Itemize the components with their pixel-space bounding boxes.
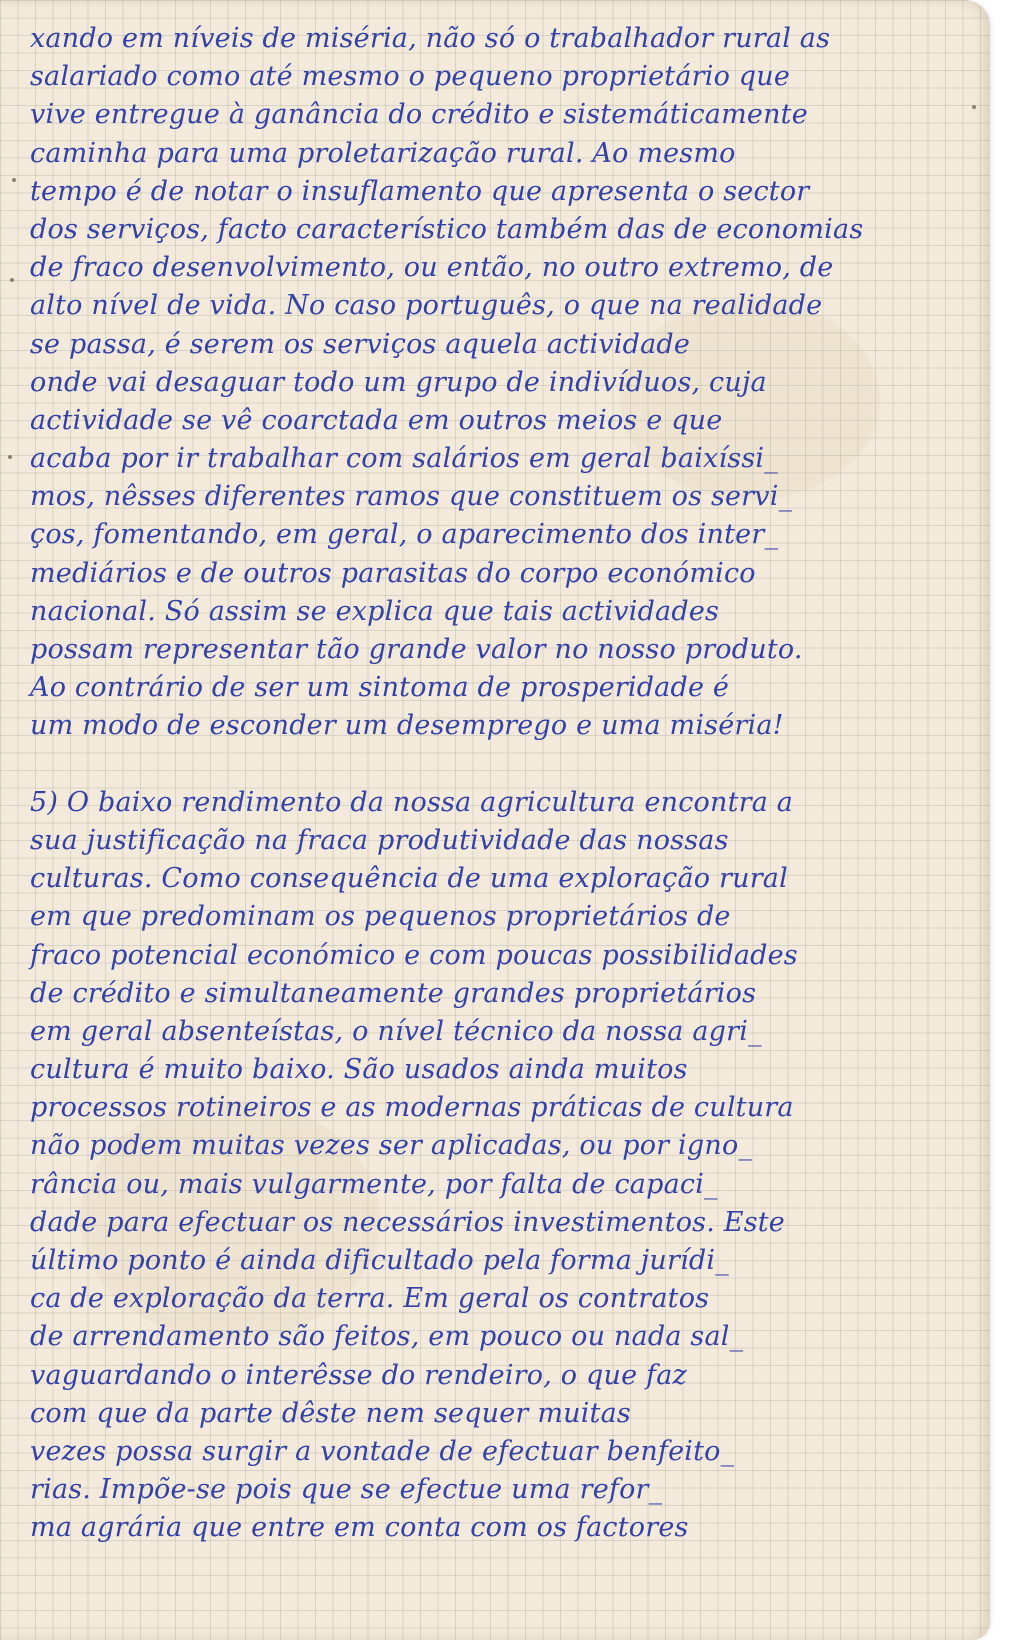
text-line: fraco potencial económico e com poucas possibilidades	[30, 939, 798, 971]
text-line: nacional. Só assim se explica que tais actividades	[30, 595, 720, 627]
text-line: vive entregue à ganância do crédito e sistemáticamente	[30, 99, 808, 131]
handwritten-text	[30, 20, 975, 1548]
text-line: processos rotineiros e as modernas práticas de cultura	[30, 1092, 794, 1124]
text-line: cultura é muito baixo. São usados ainda muitos	[30, 1054, 688, 1086]
text-line: dos serviços, facto característico também das de economias	[30, 213, 864, 245]
text-line: rias. Impõe-se pois que se efectue uma refor_	[30, 1474, 663, 1506]
text-line: sua justificação na fraca produtividade das nossas	[30, 824, 729, 856]
text-line: em geral absenteístas, o nível técnico da nossa agri_	[30, 1015, 762, 1047]
text-line: onde vai desaguar todo um grupo de indivíduos, cuja	[30, 366, 767, 398]
text-line: ços, fomentando, em geral, o aparecimento dos inter_	[30, 519, 779, 551]
paragraph-gap	[30, 746, 975, 784]
text-line: ma agrária que entre em conta com os factores	[30, 1512, 689, 1544]
text-line: caminha para uma proletarização rural. Ao mesmo	[30, 137, 736, 169]
text-line: salariado como até mesmo o pequeno proprietário que	[30, 61, 791, 93]
text-line: Ao contrário de ser um sintoma de prosperidade é	[30, 672, 730, 704]
text-line: alto nível de vida. No caso português, o que na realidade	[30, 290, 823, 322]
text-line: acaba por ir trabalhar com salários em geral baixíssi_	[30, 443, 778, 475]
text-line: tempo é de notar o insuflamento que apresenta o sector	[30, 175, 810, 207]
text-line: culturas. Como consequência de uma exploração rural	[30, 863, 788, 895]
text-line: em que predominam os pequenos proprietários de	[30, 901, 731, 933]
text-line: rância ou, mais vulgarmente, por falta de capaci_	[30, 1168, 718, 1200]
text-line: de fraco desenvolvimento, ou então, no outro extremo, de	[30, 252, 834, 284]
text-line: ca de exploração da terra. Em geral os contratos	[30, 1283, 710, 1315]
text-line: actividade se vê coarctada em outros meios e que	[30, 404, 723, 436]
margin-mark	[12, 178, 16, 182]
text-line: não podem muitas vezes ser aplicadas, ou por igno_	[30, 1130, 753, 1162]
text-line: xando em níveis de miséria, não só o trabalhador rural as	[30, 23, 831, 54]
margin-mark	[10, 278, 14, 282]
text-line: se passa, é serem os serviços aquela actividade	[30, 328, 691, 360]
text-line: um modo de esconder um desemprego e uma miséria!	[30, 710, 784, 742]
text-line: mos, nêsses diferentes ramos que constituem os servi_	[30, 481, 793, 513]
text-line: com que da parte dêste nem sequer muitas	[30, 1397, 631, 1429]
text-line: mediários e de outros parasitas do corpo económico	[30, 557, 756, 589]
text-line: vaguardando o interêsse do rendeiro, o que faz	[30, 1359, 687, 1391]
text-line: de arrendamento são feitos, em pouco ou nada sal_	[30, 1321, 744, 1353]
text-line: 5) O baixo rendimento da nossa agricultura encontra a	[30, 786, 794, 818]
text-line: possam representar tão grande valor no nosso produto.	[30, 634, 803, 665]
text-line: último ponto é ainda dificultado pela forma jurídi_	[30, 1245, 729, 1276]
margin-mark	[8, 455, 12, 459]
text-line: dade para efectuar os necessários investimentos. Este	[30, 1206, 785, 1238]
text-line: de crédito e simultaneamente grandes proprietários	[30, 977, 757, 1009]
text-line: vezes possa surgir a vontade de efectuar benfeito_	[30, 1435, 735, 1467]
